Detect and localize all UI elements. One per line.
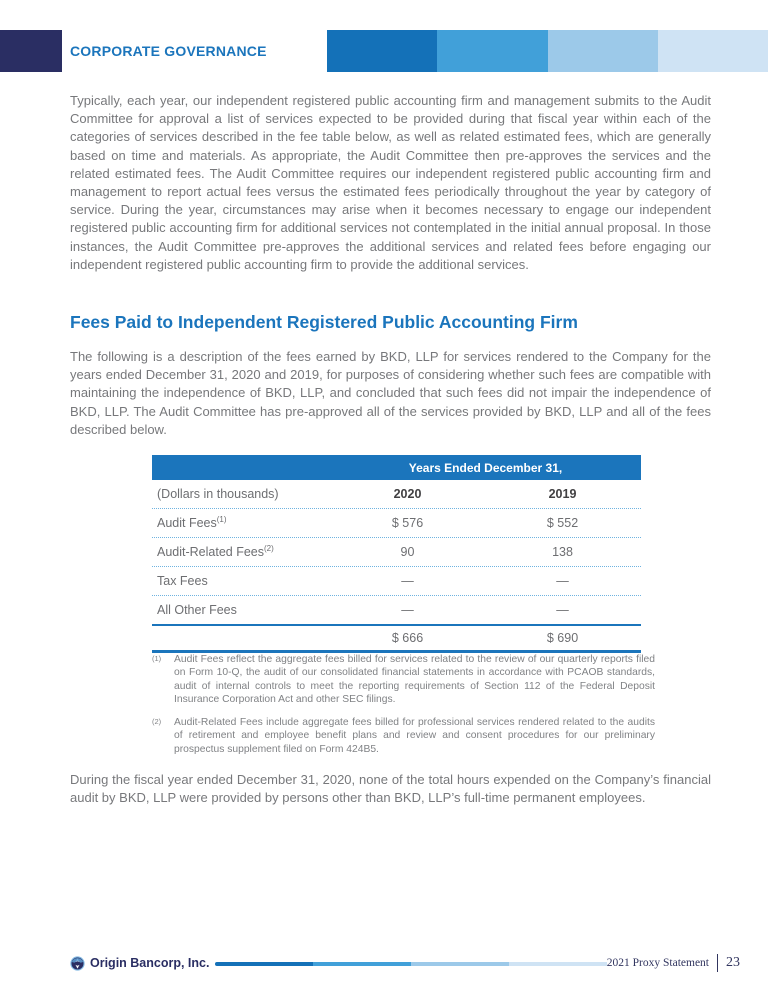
footnote-ref-2: (2) (264, 544, 274, 554)
row-label (152, 544, 330, 559)
header-block-medium-blue (437, 30, 547, 72)
footnote-1 (152, 653, 655, 706)
value-2019: — (556, 574, 569, 588)
paragraph-closing: During the fiscal year ended December 31, 2020, none of the total hours expended on the Company’s financial audit by BKD, LLP were provided by persons other than BKD, LLP’s full-time permanent employees. (70, 772, 711, 806)
page-footer (70, 952, 740, 974)
total-2019: $ 690 (546, 631, 579, 645)
footer-company-name: Origin Bancorp, Inc. (90, 956, 210, 970)
footer-document-title: 2021 Proxy Statement (606, 957, 709, 969)
footnote-1-text: Audit Fees reflect the aggregate fees billed for services related to the review of our quarterly reports filed on Form 10-Q, the audit of our consolidated financial statements in accordance with PCAOB standards, audit of internal controls to meet the reporting requirements of Section 112 of the Federal Deposit Insurance Corporation Act and other SEC filings. (174, 654, 655, 705)
header-block-pale-blue (658, 30, 768, 72)
row-label (152, 574, 330, 588)
row-label (152, 603, 330, 617)
table-subheader-row (152, 480, 641, 509)
footnote-2-text: Audit-Related Fees include aggregate fees billed for professional services rendered related to the audits of retirement and employee benefit plans and review and consent procedures for our preliminary prospectus supplement filed on Form 424B5. (174, 717, 655, 755)
table-units-label: (Dollars in thousands) (157, 487, 279, 501)
section-title: CORPORATE GOVERNANCE (70, 43, 267, 59)
footer-bar-light-blue (411, 962, 509, 967)
table-row-tax-fees (152, 567, 641, 596)
table-row-audit-related-fees (152, 538, 641, 567)
row-label-text: Audit-Related Fees (157, 545, 265, 560)
header-navy-block (0, 30, 62, 72)
header-color-blocks (327, 30, 768, 72)
page-header-band (0, 30, 768, 72)
header-block-dark-blue (327, 30, 437, 72)
value-2020: — (401, 574, 414, 588)
table-row-audit-fees (152, 509, 641, 538)
row-label-text: Tax Fees (157, 574, 208, 588)
section-heading: Fees Paid to Independent Registered Public Accounting Firm (70, 312, 578, 332)
value-2020: 90 (400, 545, 415, 559)
footnote-ref-1: (1) (216, 515, 227, 525)
table-header-years: Years Ended December 31, (408, 460, 563, 475)
footer-right (607, 954, 740, 972)
value-2019: $ 552 (546, 516, 579, 530)
paragraph-intro: Typically, each year, our independent registered public accounting firm and management submits to the Audit Committee for approval a list of services expected to be provided during that fiscal year within each of the categories of services described in the fee table below, as well as related estimated fees, which are generally based on time and materials. As appropriate, the Audit Committee then pre-approves the services and the related estimated fees. The Audit Committee requires our independent registered public accounting firm and management to report actual fees versus the estimated fees periodically throughout the year by category of service. During the year, circumstances may arise when it becomes necessary to engage our independent registered public accounting firm for additional services not contemplated in the initial annual proposal. In those instances, the Audit Committee pre-approves the additional services and related fees before engaging our independent registered public accounting firm to provide the additional services. (70, 93, 711, 272)
table-row-all-other-fees (152, 596, 641, 626)
footer-bar-pale-blue (509, 962, 607, 967)
origin-bancorp-logo-icon (70, 956, 85, 971)
table-row-total (152, 626, 641, 653)
footnote-2-marker: (2) (152, 717, 162, 727)
value-2019: 138 (552, 545, 573, 559)
value-2019: — (556, 603, 569, 617)
row-label-text: All Other Fees (157, 603, 237, 617)
footer-page-number: 23 (726, 955, 740, 970)
footer-bar-dark-blue (215, 962, 313, 967)
footnotes (152, 653, 655, 766)
footnote-2 (152, 716, 655, 756)
row-label-text: Audit Fees (157, 516, 217, 531)
value-2020: — (401, 603, 414, 617)
table-col-2019: 2019 (548, 487, 577, 501)
table-col-2020: 2020 (393, 487, 422, 501)
total-2020: $ 666 (391, 631, 424, 645)
footer-divider (717, 954, 718, 972)
header-block-light-blue (548, 30, 658, 72)
paragraph-fees-description: The following is a description of the fees earned by BKD, LLP for services rendered to the Company for the years ended December 31, 2020 and 2019, for purposes of considering whether such fees are compatible with maintaining the independence of BKD, LLP, and concluded that such fees did not impair the independence of BKD, LLP. The Audit Committee has pre-approved all of the services provided by BKD, LLP and all of the fees described below. (70, 349, 711, 437)
row-label (152, 515, 330, 530)
table-header-row (152, 455, 641, 480)
footnote-1-marker: (1) (152, 654, 162, 663)
footer-bar-medium-blue (313, 962, 411, 967)
footer-gradient-bar (215, 962, 606, 967)
value-2020: $ 576 (391, 516, 424, 530)
fees-table (152, 455, 641, 653)
